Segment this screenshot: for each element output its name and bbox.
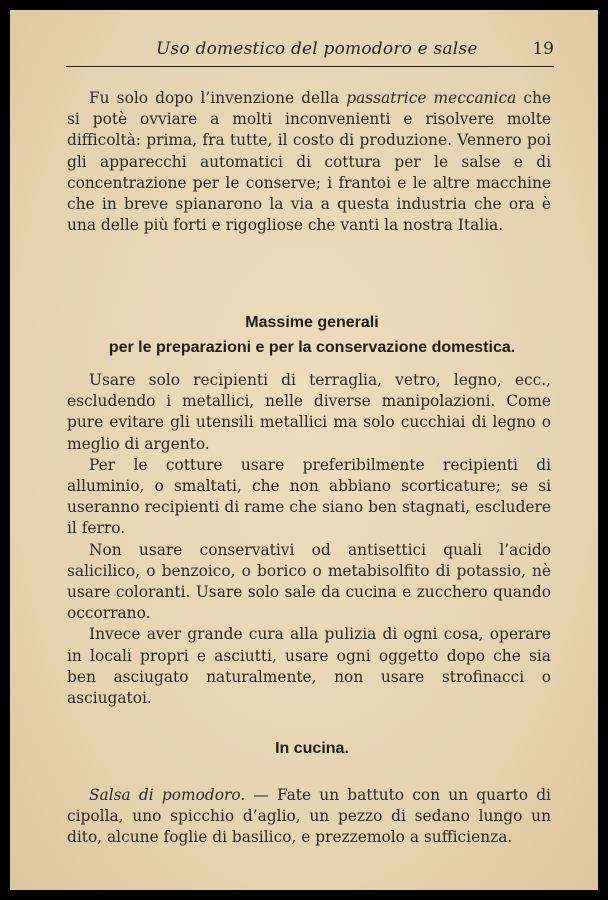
general-rules [67,370,551,709]
recipe-paragraph [67,785,551,849]
italic-term: passatrice meccanica [346,89,517,107]
intro-paragraph [67,88,551,236]
rule-paragraph: Non usare conservativi od antisettici quali l’acido salicilico, o benzoico, o borico o metabisolfito di potassio, nè usare coloranti. Usare solo sale da cucina e zucchero quando occorrano. [67,540,551,623]
recipe-body: — Fate un battuto con un quarto di cipolla, uno spicchio d’aglio, un pezzo di sedano lungo un dito, alcune foglie di basilico, e prezzemolo a sufficienza. [67,786,551,847]
heading-in-cucina: In cucina. [275,740,349,757]
rule-paragraph: Usare solo recipienti di terraglia, vetro, legno, ecc., escludendo i metallici, nelle diverse manipolazioni. Come pure evitare gli utensili metallici ma solo cucchiai di legno o meglio di argento. [67,371,551,453]
page-number: 19 [532,39,554,59]
page-header [66,36,554,67]
intro-text-rest: che si potè ovviare a molti inconvenienti e risolvere molte difficoltà: prima, fra tutte, il costo di produzione. Vennero poi gli apparecchi automatici di cottura per le salse e di concentrazione per le conserve; i frantoi e le altre macchine che in breve spianarono la via a questa industria che ora è una delle più forti e rigogliose che vanti la nostra Italia. [67,89,551,235]
heading-line-1: Massime generali [245,314,379,331]
running-title: Uso domestico del pomodoro e salse [156,39,478,59]
recipe-text [67,785,551,849]
heading-line-2: per le preparazioni e per la conservazione domestica. [108,339,516,356]
intro-text-start: Fu solo dopo l’invenzione della [89,89,347,107]
section-heading-general [70,310,554,360]
section-heading-kitchen [70,736,554,761]
recipe-title: Salsa di pomodoro. [89,786,246,804]
rule-paragraph: Invece aver grande cura alla pulizia di ogni cosa, operare in locali propri e asciutti, usare ogni oggetto dopo che sia ben asciugato naturalmente, non usare strofinacci o asciugatoi. [67,625,551,708]
book-page [10,10,598,890]
rule-paragraph: Per le cotture usare preferibilmente recipienti di alluminio, o smaltati, che non abbiano scorticature; se si useranno recipienti di rame che siano ben stagnati, escludere il ferro. [67,455,551,538]
intro-text [67,88,551,236]
